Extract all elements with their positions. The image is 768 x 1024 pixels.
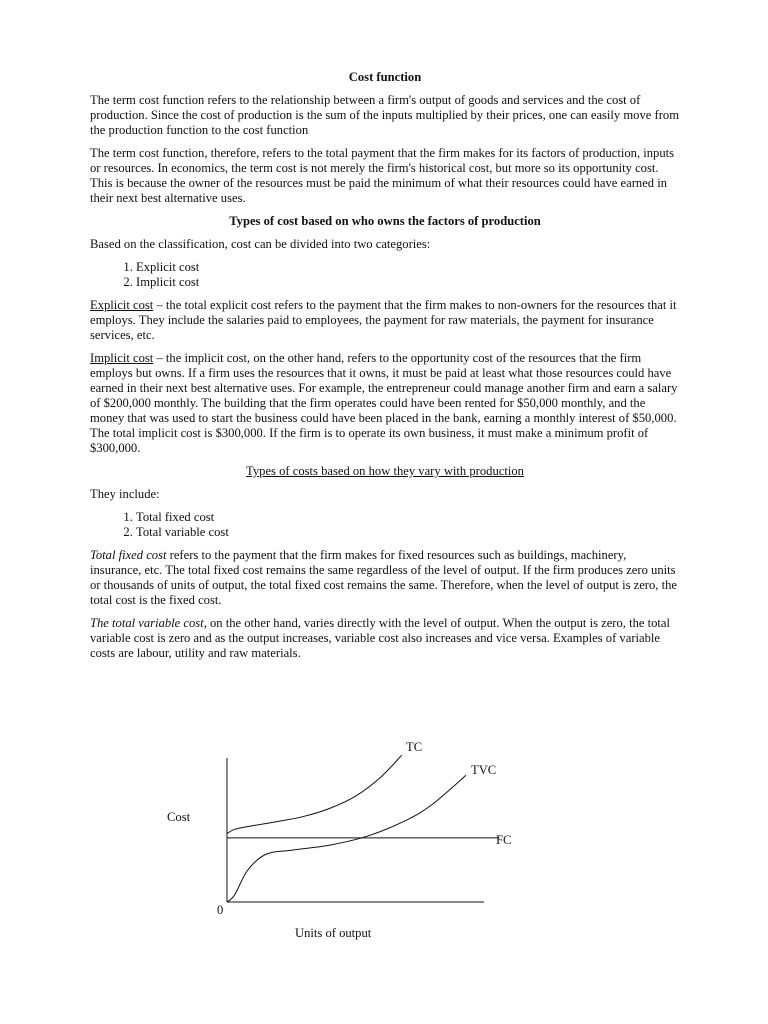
series-label-tvc: TVC xyxy=(471,763,497,777)
definition-text: , on the other hand, varies directly with the level of output. When the output is zero, the total variable cost is zero and as the output increases, variable cost also increases and vice versa. Examples of variable costs are labour, utility and raw materials. xyxy=(90,616,671,660)
series-label-tc: TC xyxy=(406,740,423,754)
section-heading: Types of cost based on who owns the factors of production xyxy=(229,214,541,228)
origin-label: 0 xyxy=(217,903,224,917)
paragraph: They include: xyxy=(90,487,160,501)
definition-text: – the total explicit cost refers to the payment that the firm makes to non-owners for the resources that it employs. They include the salaries paid to employees, the payment for raw materials, the payment for insurance services, etc. xyxy=(90,298,677,342)
list-item: 1. Total fixed cost xyxy=(136,510,680,525)
definition-text: refers to the payment that the firm makes for fixed resources such as buildings, machinery, insurance, etc. The total fixed cost remains the same regardless of the level of output. If the firm produces zero units or thousands of units of output, the total fixed cost remains the same. Therefore, when the level of output is zero, the total cost is the fixed cost. xyxy=(90,548,677,607)
list-item: 1. Explicit cost xyxy=(136,260,680,275)
definition-text: – the implicit cost, on the other hand, refers to the opportunity cost of the resources that the firm employs but owns. If a firm uses the resources that it owns, it must be paid at least what those resources could have earned in their next best alternative uses. For example, the entrepreneur could manage another firm and earn a salary of $200,000 monthly. The building that the firm operates could have been rented for $50,000 monthly, and the money that was used to start the business could have been placed in the bank, earning a monthly interest of $50,000. The total implicit cost is $300,000. If the firm is to operate its own business, it must make a minimum profit of $300,000. xyxy=(90,351,678,455)
series-line-tvc xyxy=(227,775,466,902)
list-item: 2. Implicit cost xyxy=(136,275,680,290)
document-title: Cost function xyxy=(348,70,422,84)
y-axis-label: Cost xyxy=(167,810,191,824)
term-total-fixed-cost: Total fixed cost xyxy=(90,548,167,562)
term-explicit-cost: Explicit cost xyxy=(90,298,154,312)
section-heading: Types of costs based on how they vary with production xyxy=(246,464,524,478)
paragraph: The term cost function, therefore, refers to the total payment that the firm makes for its factors of production, inputs or resources. In economics, the term cost is not merely the firm's historical cost, but more so its opportunity cost. This is because the owner of the resources must be paid the minimum of what their resources could have earned in their next best alternative uses. xyxy=(90,146,675,205)
series-label-fc: FC xyxy=(496,833,512,847)
list-item: 2. Total variable cost xyxy=(136,525,680,540)
paragraph: Based on the classification, cost can be divided into two categories: xyxy=(90,237,431,251)
series-line-tc xyxy=(227,755,402,834)
term-implicit-cost: Implicit cost xyxy=(90,351,154,365)
term-total-variable-cost: The total variable cost xyxy=(90,616,204,630)
x-axis-label: Units of output xyxy=(295,926,372,940)
paragraph: The term cost function refers to the relationship between a firm's output of goods and services and the cost of production. Since the cost of production is the sum of the inputs multiplied by their prices, one can easily move from the production function to the cost function xyxy=(90,93,679,137)
